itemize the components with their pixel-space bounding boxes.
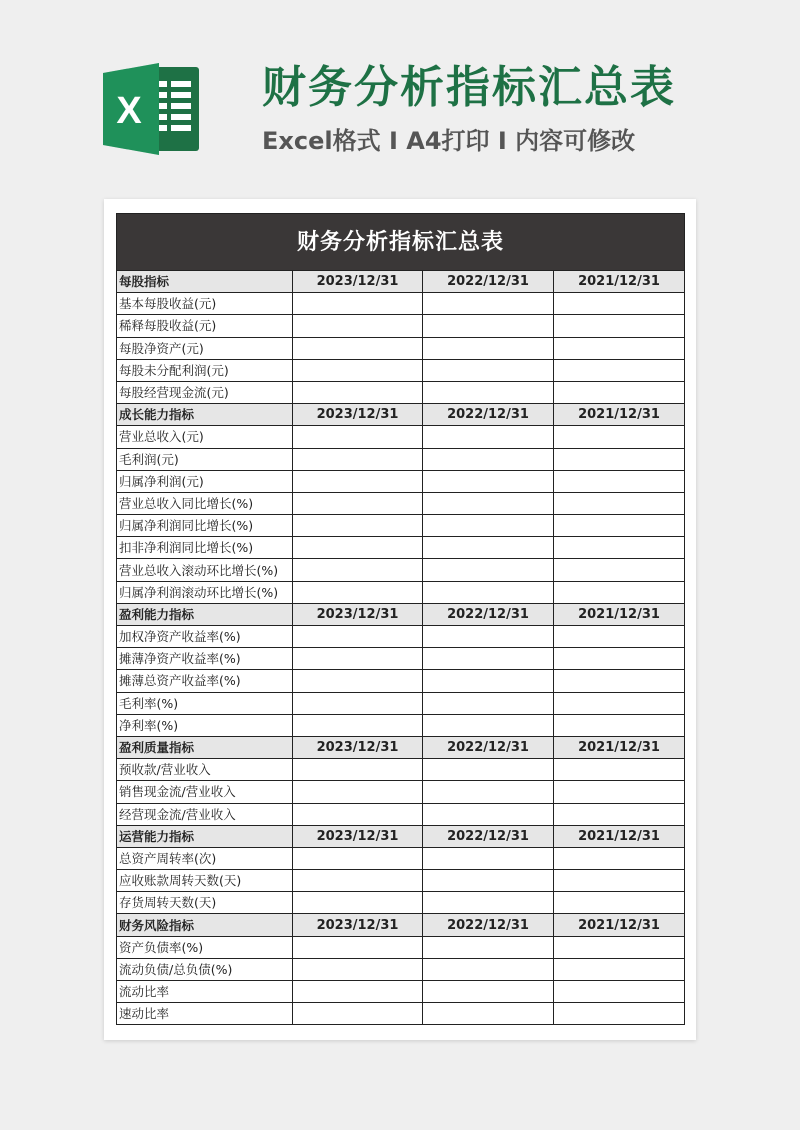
value-cell[interactable] [423, 470, 554, 492]
indicator-row [117, 958, 685, 980]
indicator-row [117, 847, 685, 869]
indicator-label-cell[interactable]: 速动比率 [117, 1003, 293, 1025]
value-cell[interactable] [554, 581, 685, 603]
indicator-row [117, 759, 685, 781]
indicator-row [117, 470, 685, 492]
section-name-cell[interactable]: 每股指标 [117, 271, 293, 293]
value-cell[interactable] [293, 537, 423, 559]
value-cell[interactable] [554, 714, 685, 736]
value-cell[interactable] [554, 537, 685, 559]
value-cell[interactable] [293, 426, 423, 448]
indicator-label-cell[interactable]: 归属净利润同比增长(%) [117, 515, 293, 537]
date-header-cell[interactable]: 2021/12/31 [554, 603, 685, 625]
value-cell[interactable] [293, 559, 423, 581]
value-cell[interactable] [423, 315, 554, 337]
value-cell[interactable] [293, 670, 423, 692]
indicator-label-cell[interactable]: 归属净利润(元) [117, 470, 293, 492]
indicator-row [117, 426, 685, 448]
section-header-row [117, 603, 685, 625]
value-cell[interactable] [293, 803, 423, 825]
value-cell[interactable] [423, 293, 554, 315]
value-cell[interactable] [423, 559, 554, 581]
value-cell[interactable] [554, 359, 685, 381]
table-title[interactable]: 财务分析指标汇总表 [117, 214, 685, 271]
indicator-label-cell[interactable]: 稀释每股收益(元) [117, 315, 293, 337]
value-cell[interactable] [554, 847, 685, 869]
value-cell[interactable] [554, 648, 685, 670]
section-header-row [117, 914, 685, 936]
indicator-label-cell[interactable]: 流动比率 [117, 981, 293, 1003]
date-header-cell[interactable]: 2023/12/31 [293, 825, 423, 847]
indicator-row [117, 559, 685, 581]
table-header-row [117, 214, 685, 271]
indicator-label-cell[interactable]: 每股未分配利润(元) [117, 359, 293, 381]
value-cell[interactable] [554, 337, 685, 359]
financial-indicator-table [116, 213, 685, 1025]
svg-text:X: X [116, 90, 142, 132]
indicator-row [117, 537, 685, 559]
section-name-cell[interactable]: 财务风险指标 [117, 914, 293, 936]
indicator-label-cell[interactable]: 摊薄总资产收益率(%) [117, 670, 293, 692]
indicator-row [117, 515, 685, 537]
section-header-row [117, 404, 685, 426]
indicator-label-cell[interactable]: 净利率(%) [117, 714, 293, 736]
value-cell[interactable] [293, 981, 423, 1003]
value-cell[interactable] [554, 426, 685, 448]
date-header-cell[interactable]: 2022/12/31 [423, 603, 554, 625]
value-cell[interactable] [293, 759, 423, 781]
value-cell[interactable] [554, 559, 685, 581]
value-cell[interactable] [423, 692, 554, 714]
indicator-label-cell[interactable]: 应收账款周转天数(天) [117, 870, 293, 892]
indicator-label-cell[interactable]: 营业总收入同比增长(%) [117, 492, 293, 514]
value-cell[interactable] [554, 293, 685, 315]
indicator-label-cell[interactable]: 每股净资产(元) [117, 337, 293, 359]
value-cell[interactable] [554, 870, 685, 892]
value-cell[interactable] [423, 714, 554, 736]
value-cell[interactable] [554, 381, 685, 403]
indicator-label-cell[interactable]: 销售现金流/营业收入 [117, 781, 293, 803]
value-cell[interactable] [293, 958, 423, 980]
value-cell[interactable] [554, 958, 685, 980]
indicator-row [117, 315, 685, 337]
value-cell[interactable] [423, 936, 554, 958]
indicator-row [117, 359, 685, 381]
value-cell[interactable] [293, 781, 423, 803]
indicator-label-cell[interactable]: 流动负债/总负债(%) [117, 958, 293, 980]
value-cell[interactable] [554, 803, 685, 825]
indicator-label-cell[interactable]: 基本每股收益(元) [117, 293, 293, 315]
date-header-cell[interactable]: 2023/12/31 [293, 271, 423, 293]
indicator-row [117, 293, 685, 315]
value-cell[interactable] [423, 492, 554, 514]
indicator-row [117, 892, 685, 914]
value-cell[interactable] [293, 293, 423, 315]
value-cell[interactable] [423, 981, 554, 1003]
value-cell[interactable] [554, 448, 685, 470]
date-header-cell[interactable]: 2022/12/31 [423, 404, 554, 426]
indicator-row [117, 381, 685, 403]
value-cell[interactable] [423, 759, 554, 781]
indicator-row [117, 714, 685, 736]
value-cell[interactable] [554, 670, 685, 692]
indicator-label-cell[interactable]: 总资产周转率(次) [117, 847, 293, 869]
indicator-row [117, 981, 685, 1003]
indicator-row [117, 448, 685, 470]
value-cell[interactable] [423, 515, 554, 537]
date-header-cell[interactable]: 2022/12/31 [423, 914, 554, 936]
date-header-cell[interactable]: 2021/12/31 [554, 404, 685, 426]
value-cell[interactable] [554, 892, 685, 914]
value-cell[interactable] [293, 470, 423, 492]
value-cell[interactable] [423, 337, 554, 359]
section-name-cell[interactable]: 运营能力指标 [117, 825, 293, 847]
value-cell[interactable] [293, 626, 423, 648]
value-cell[interactable] [293, 847, 423, 869]
value-cell[interactable] [293, 492, 423, 514]
spreadsheet-page [104, 199, 696, 1040]
section-header-row [117, 736, 685, 758]
indicator-label-cell[interactable]: 经营现金流/营业收入 [117, 803, 293, 825]
indicator-row [117, 1003, 685, 1025]
value-cell[interactable] [423, 870, 554, 892]
value-cell[interactable] [293, 648, 423, 670]
value-cell[interactable] [293, 381, 423, 403]
value-cell[interactable] [554, 315, 685, 337]
value-cell[interactable] [423, 781, 554, 803]
value-cell[interactable] [554, 1003, 685, 1025]
value-cell[interactable] [423, 626, 554, 648]
indicator-row [117, 626, 685, 648]
indicator-label-cell[interactable]: 每股经营现金流(元) [117, 381, 293, 403]
value-cell[interactable] [423, 847, 554, 869]
date-header-cell[interactable]: 2021/12/31 [554, 914, 685, 936]
indicator-row [117, 581, 685, 603]
indicator-label-cell[interactable]: 营业总收入(元) [117, 426, 293, 448]
indicator-row [117, 692, 685, 714]
value-cell[interactable] [423, 1003, 554, 1025]
indicator-label-cell[interactable]: 毛利率(%) [117, 692, 293, 714]
date-header-cell[interactable]: 2022/12/31 [423, 736, 554, 758]
indicator-row [117, 648, 685, 670]
value-cell[interactable] [423, 892, 554, 914]
date-header-cell[interactable]: 2023/12/31 [293, 603, 423, 625]
value-cell[interactable] [554, 515, 685, 537]
value-cell[interactable] [423, 581, 554, 603]
value-cell[interactable] [423, 381, 554, 403]
date-header-cell[interactable]: 2023/12/31 [293, 914, 423, 936]
value-cell[interactable] [293, 448, 423, 470]
indicator-row [117, 936, 685, 958]
indicator-label-cell[interactable]: 毛利润(元) [117, 448, 293, 470]
indicator-row [117, 337, 685, 359]
value-cell[interactable] [293, 315, 423, 337]
value-cell[interactable] [293, 581, 423, 603]
value-cell[interactable] [554, 781, 685, 803]
value-cell[interactable] [293, 1003, 423, 1025]
value-cell[interactable] [554, 759, 685, 781]
value-cell[interactable] [293, 515, 423, 537]
value-cell[interactable] [554, 492, 685, 514]
section-name-cell[interactable]: 盈利质量指标 [117, 736, 293, 758]
section-name-cell[interactable]: 成长能力指标 [117, 404, 293, 426]
value-cell[interactable] [293, 936, 423, 958]
indicator-row [117, 492, 685, 514]
value-cell[interactable] [293, 359, 423, 381]
date-header-cell[interactable]: 2021/12/31 [554, 736, 685, 758]
indicator-label-cell[interactable]: 存货周转天数(天) [117, 892, 293, 914]
section-header-row [117, 271, 685, 293]
indicator-label-cell[interactable]: 摊薄净资产收益率(%) [117, 648, 293, 670]
indicator-label-cell[interactable]: 归属净利润滚动环比增长(%) [117, 581, 293, 603]
indicator-label-cell[interactable]: 预收款/营业收入 [117, 759, 293, 781]
date-header-cell[interactable]: 2023/12/31 [293, 736, 423, 758]
section-name-cell[interactable]: 盈利能力指标 [117, 603, 293, 625]
indicator-label-cell[interactable]: 营业总收入滚动环比增长(%) [117, 559, 293, 581]
indicator-label-cell[interactable]: 扣非净利润同比增长(%) [117, 537, 293, 559]
value-cell[interactable] [423, 648, 554, 670]
indicator-row [117, 781, 685, 803]
value-cell[interactable] [554, 981, 685, 1003]
date-header-cell[interactable]: 2021/12/31 [554, 271, 685, 293]
indicator-row [117, 803, 685, 825]
indicator-row [117, 870, 685, 892]
value-cell[interactable] [554, 692, 685, 714]
value-cell[interactable] [293, 892, 423, 914]
value-cell[interactable] [423, 537, 554, 559]
value-cell[interactable] [423, 448, 554, 470]
value-cell[interactable] [423, 359, 554, 381]
date-header-cell[interactable]: 2022/12/31 [423, 271, 554, 293]
date-header-cell[interactable]: 2021/12/31 [554, 825, 685, 847]
value-cell[interactable] [293, 870, 423, 892]
value-cell[interactable] [293, 714, 423, 736]
excel-logo-icon [103, 59, 203, 159]
value-cell[interactable] [293, 692, 423, 714]
value-cell[interactable] [554, 470, 685, 492]
indicator-label-cell[interactable]: 资产负债率(%) [117, 936, 293, 958]
section-header-row [117, 825, 685, 847]
indicator-label-cell[interactable]: 加权净资产收益率(%) [117, 626, 293, 648]
value-cell[interactable] [554, 936, 685, 958]
page-subtitle: Excel格式 I A4打印 I 内容可修改 [262, 127, 636, 155]
date-header-cell[interactable]: 2023/12/31 [293, 404, 423, 426]
value-cell[interactable] [423, 803, 554, 825]
value-cell[interactable] [423, 670, 554, 692]
value-cell[interactable] [293, 337, 423, 359]
value-cell[interactable] [423, 426, 554, 448]
date-header-cell[interactable]: 2022/12/31 [423, 825, 554, 847]
page-title: 财务分析指标汇总表 [262, 62, 676, 113]
value-cell[interactable] [554, 626, 685, 648]
value-cell[interactable] [423, 958, 554, 980]
indicator-row [117, 670, 685, 692]
